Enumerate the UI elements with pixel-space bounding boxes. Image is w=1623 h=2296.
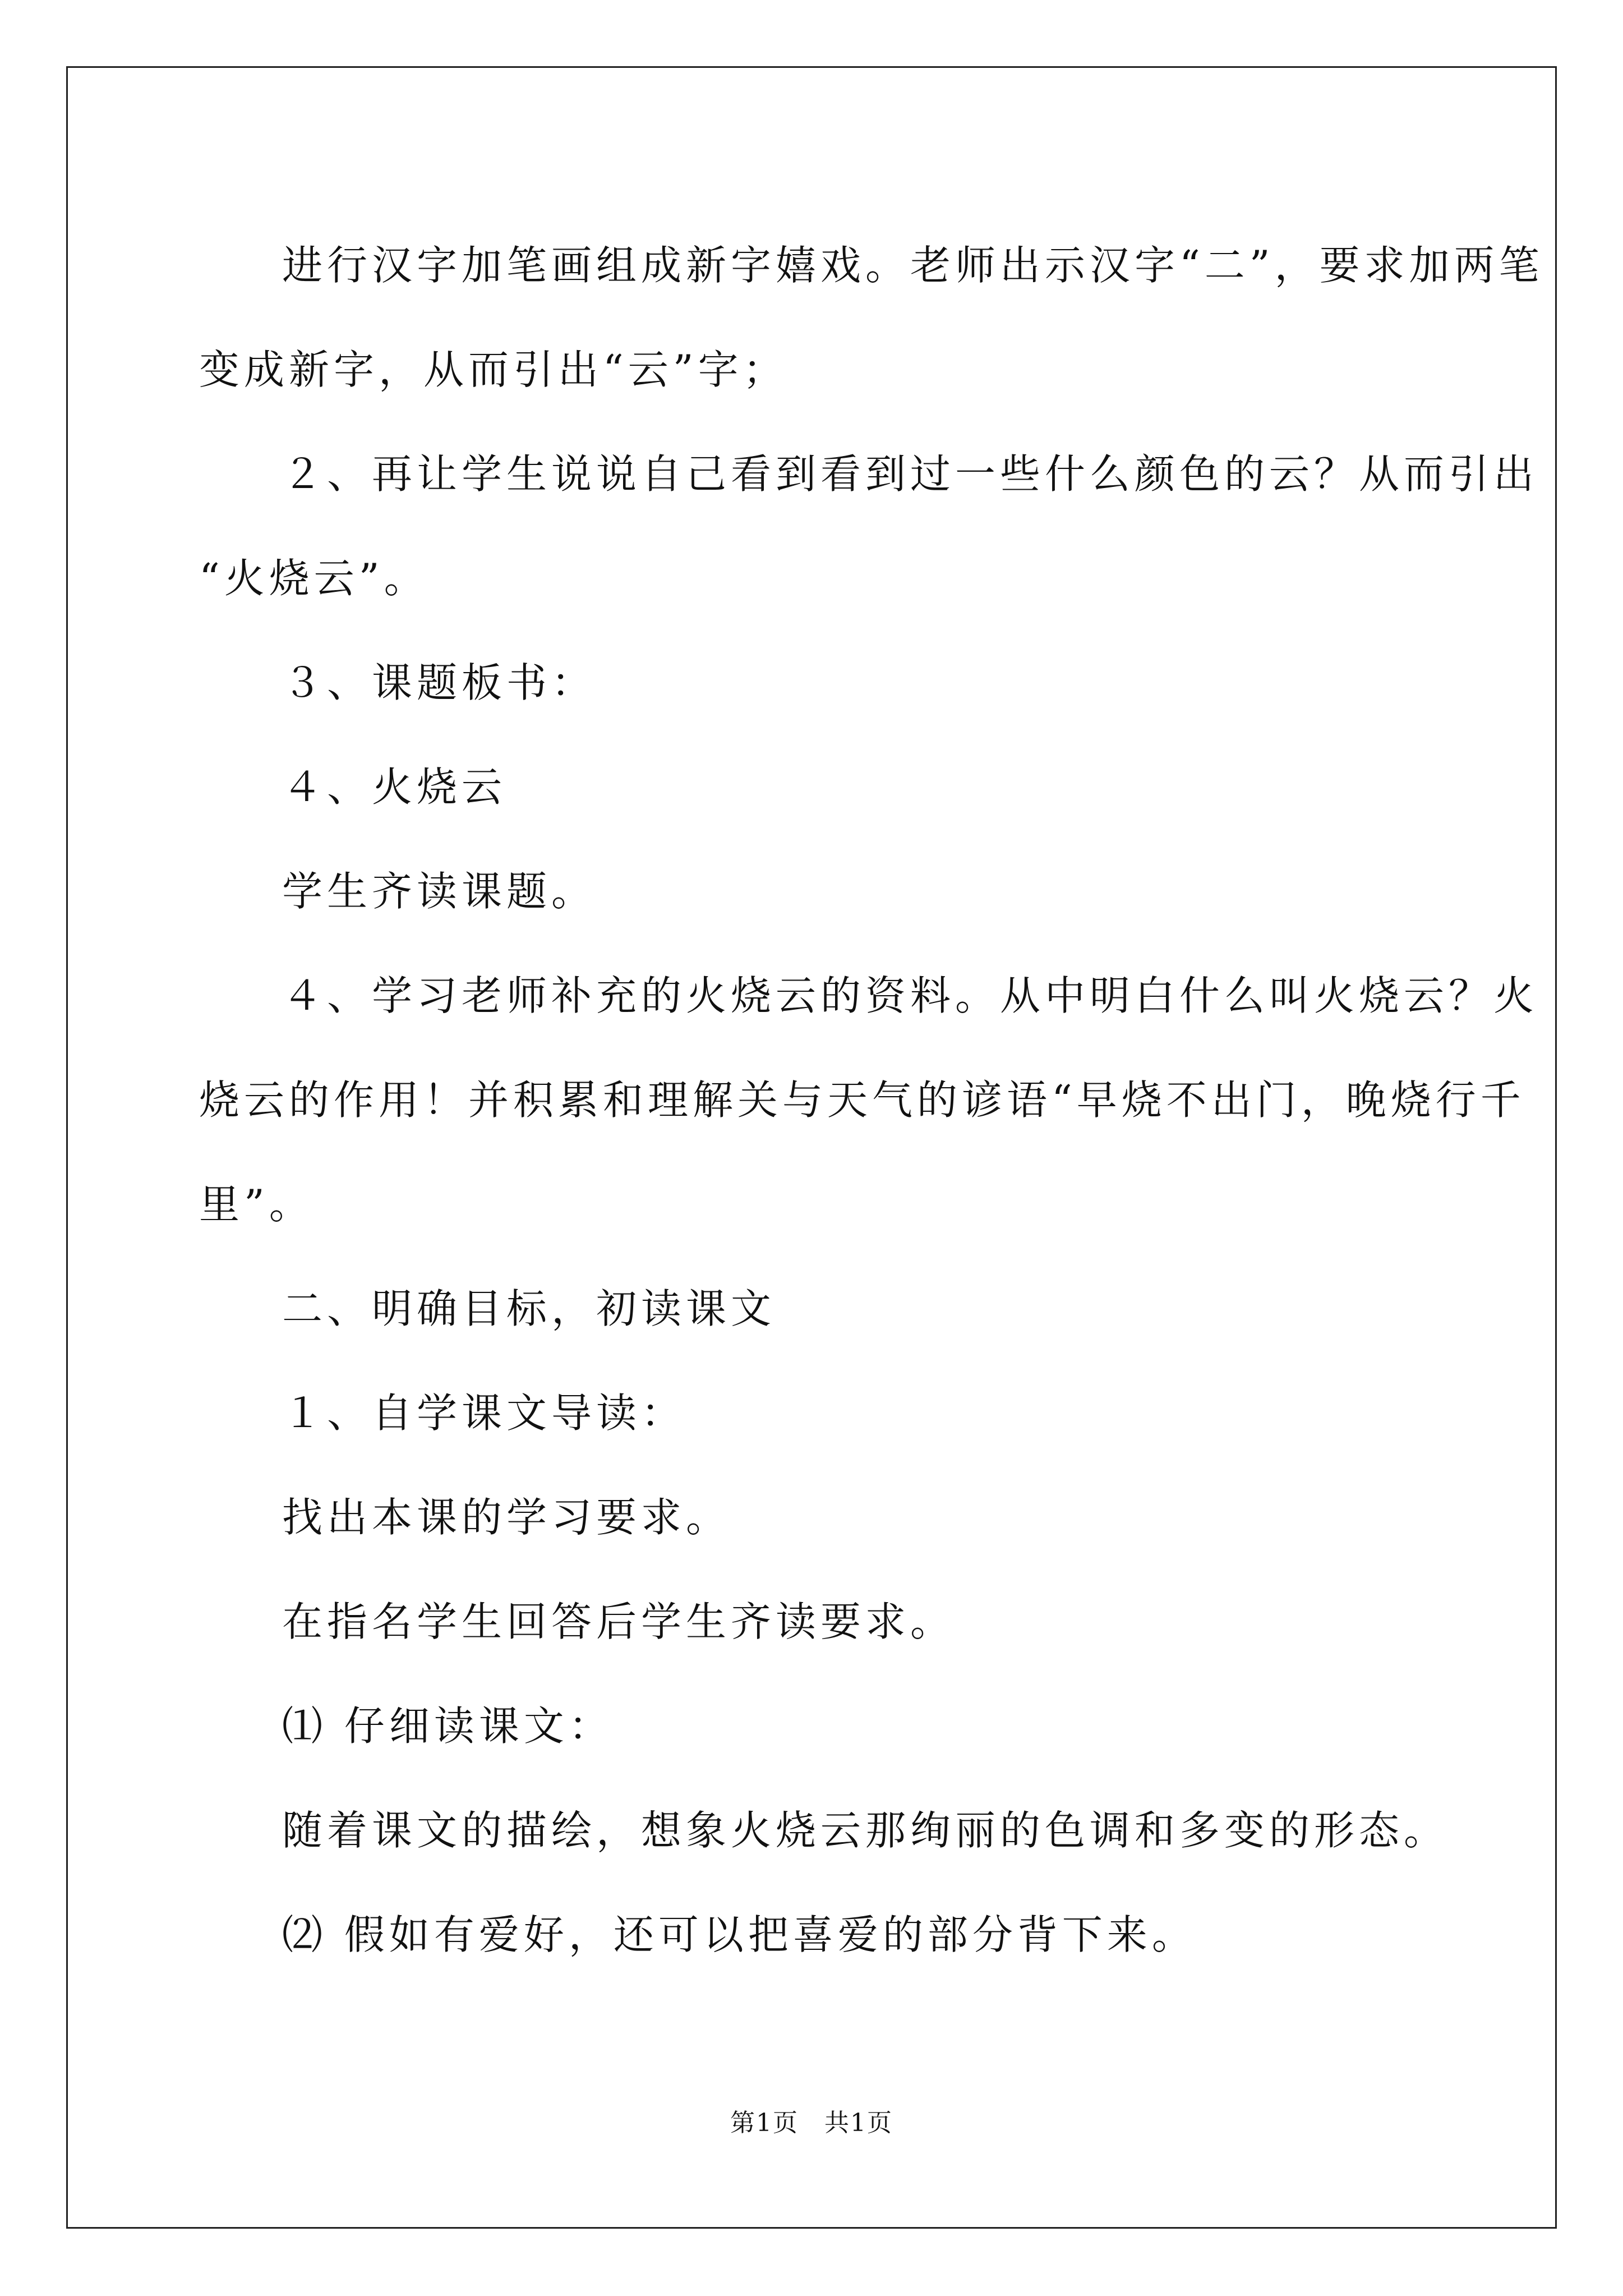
- document-body: [199, 213, 1544, 1987]
- paragraph-line: ２、再让学生说说自己看到看到过一些什么颜色的云？从而引出: [282, 450, 1539, 498]
- paragraph-line: 学生齐读课题。: [282, 868, 597, 915]
- paragraph-line: １、自学课文导读：: [282, 1389, 686, 1437]
- paragraph-line: 找出本课的学习要求。: [282, 1494, 731, 1541]
- paragraph-line: ⑵ 假如有爱好，还可以把喜爱的部分背下来。: [282, 1911, 1197, 1958]
- paragraph-line: 变成新字，从而引出“云”字；: [199, 346, 788, 393]
- paragraph-line: ４、学习老师补充的火烧云的资料。从中明白什么叫火烧云？火: [282, 972, 1539, 1019]
- page-number-footer: 第1页 共1页: [730, 2109, 893, 2137]
- paragraph-line: 随着课文的描绘，想象火烧云那绚丽的色调和多变的形态。: [282, 1807, 1449, 1854]
- paragraph-line: 进行汉字加笔画组成新字嬉戏。老师出示汉字“二”，要求加两笔: [282, 242, 1544, 289]
- paragraph-line: ４、火烧云: [282, 763, 507, 811]
- paragraph-line: “火烧云”。: [199, 555, 429, 602]
- paragraph-line: ⑴ 仔细读课文：: [282, 1703, 614, 1750]
- paragraph-line: 烧云的作用！并积累和理解关与天气的谚语“早烧不出门，晚烧行千: [199, 1076, 1525, 1124]
- section-heading: 二、明确目标，初读课文: [282, 1285, 776, 1332]
- paragraph-line: 在指名学生回答后学生齐读要求。: [282, 1598, 956, 1645]
- paragraph-line: 里”。: [199, 1181, 314, 1228]
- paragraph-line: ３、课题板书：: [282, 659, 597, 706]
